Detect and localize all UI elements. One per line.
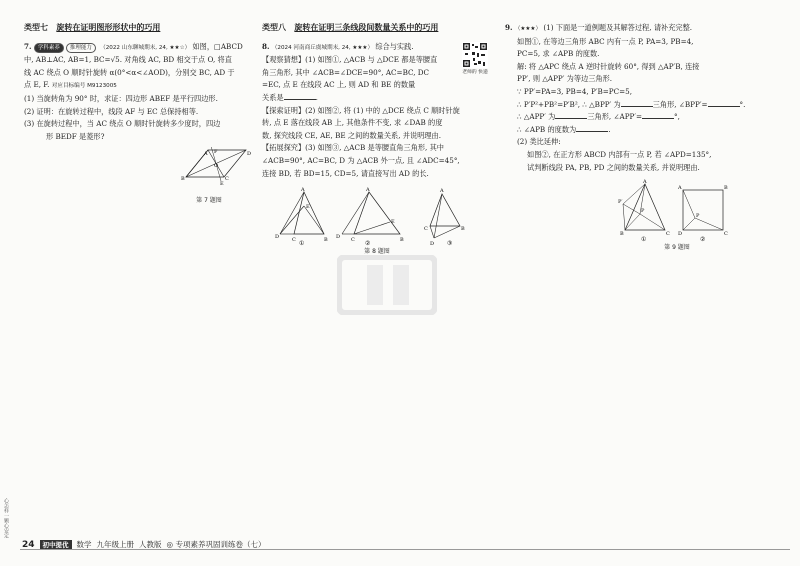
tag-reasoning: 推理能力: [66, 43, 96, 53]
section-heading-type8: 类型八 旋转在证明三条线段间数量关系中的巧用: [262, 23, 439, 32]
q9-line1: 9. （★★★） (1) 下面是一道例题及其解答过程, 请补充完整.: [505, 23, 693, 32]
answer-blank[interactable]: [555, 118, 587, 119]
svg-text:E: E: [220, 181, 224, 188]
q9-l4: 解: 将 △APC 绕点 A 逆时针旋转 60°, 得到 △AP′B, 连接: [517, 61, 700, 71]
q7-line4: 点 E, F. 对应目标编号 M9123005: [24, 80, 117, 90]
watermark-logo-icon: [337, 255, 437, 315]
svg-text:C: C: [666, 231, 670, 238]
q8-obs3: =EC, 点 E 在线段 AC 上, 则 AD 和 BE 的数量: [262, 80, 416, 90]
svg-text:A: A: [643, 179, 647, 186]
q9-l6: ∵ PP′=PA=3, PB=4, P′B=PC=5,: [517, 86, 632, 96]
column-middle: [262, 22, 492, 259]
q7-part3a: (3) 在旋转过程中，当 AC 绕点 O 顺时针旋转多少度时，四边: [24, 119, 221, 129]
svg-text:A: A: [366, 187, 370, 194]
svg-text:P′: P′: [618, 199, 623, 206]
svg-text:A: A: [204, 151, 208, 158]
target-code: 对应目标编号 M9123005: [51, 83, 117, 90]
fig7-caption: 第 7 题图: [196, 197, 222, 205]
q9-l2: 如图①, 在等边三角形 ABC 内有一点 P, PA=3, PB=4,: [517, 36, 694, 46]
answer-blank[interactable]: [708, 106, 740, 107]
svg-text:O: O: [214, 163, 219, 170]
q9-l8: ∴ △APP′ 为 三角形, ∠APP′= °,: [517, 112, 680, 122]
page-footer: [22, 539, 265, 550]
svg-text:C: C: [292, 237, 296, 244]
qr-caption: 老师的 快递: [462, 70, 488, 75]
column-left: [24, 22, 252, 208]
svg-text:C: C: [225, 176, 229, 183]
svg-text:A: A: [678, 185, 682, 192]
svg-text:F: F: [214, 149, 218, 156]
q8-extend: 【拓展探究】(3) 如图③, △ACB 是等腰直角三角形, 其中: [262, 143, 444, 153]
tag-subject-literacy: 学科素养: [34, 43, 64, 53]
svg-text:D: D: [336, 234, 341, 241]
q7-line3: 线 AC 绕点 O 顺时针旋转 α(0°<α<∠AOD)，分别交 BC, AD 于: [24, 67, 235, 77]
edition: 人教版: [139, 540, 162, 549]
svg-text:A: A: [440, 188, 444, 195]
q8-obs4: 关系是 .: [262, 92, 318, 102]
fig8-caption: 第 8 题图: [364, 248, 390, 256]
q9-l7: ∴ P′P²+PB²=P′B², ∴ △BPP′ 为 三角形, ∠BPP′= °.: [517, 99, 746, 109]
q8-explore: 【探索证明】(2) 如图②, 将 (1) 中的 △DCE 绕点 C 顺时针旋: [262, 105, 460, 115]
svg-text:C: C: [351, 237, 355, 244]
fig8-label-1: ①: [299, 240, 305, 247]
svg-text:C: C: [724, 231, 728, 238]
q8-obs2: 角三角形, 其中 ∠ACB=∠DCE=90°, AC=BC, DC: [262, 67, 430, 77]
svg-text:B: B: [400, 237, 404, 244]
q9-l5: PP′, 则 △APP′ 为等边三角形.: [517, 74, 613, 84]
svg-text:P: P: [696, 213, 700, 220]
brand-label: 初中提优: [40, 540, 72, 549]
answer-blank[interactable]: [621, 106, 653, 107]
q8-ext3: 连接 BD, 若 BD=15, CD=5, 请直接写出 AD 的长.: [262, 168, 429, 178]
page-number: 24: [22, 539, 35, 550]
q8-observe: 【观察猜想】(1) 如图①, △ACB 与 △DCE 都是等腰直: [262, 55, 438, 65]
grade: 九年级上册: [96, 540, 135, 549]
fig9-label-1: ①: [641, 236, 647, 243]
subject: 数学: [76, 540, 92, 549]
svg-text:B: B: [181, 176, 185, 183]
svg-text:E: E: [391, 219, 395, 226]
answer-blank[interactable]: [642, 118, 674, 119]
q8-exp2: 转, 点 E 落在线段 AB 上, 其他条件不变, 求 ∠DAB 的度: [262, 118, 443, 128]
svg-text:C: C: [424, 226, 428, 233]
qr-code-icon[interactable]: [462, 42, 488, 68]
q7-line1: 7. 学科素养 推理能力 （2022 山东聊城期末, 24, ★★☆） 如图，□ABCD: [24, 41, 243, 51]
q9-ext: (2) 类比延伸:: [517, 137, 561, 147]
svg-text:D: D: [430, 241, 435, 247]
fig9-figures: [505, 178, 770, 242]
margin-note: 心怎样一颗心安定: [3, 498, 9, 538]
svg-text:B: B: [724, 185, 728, 192]
fig8-triangles: [262, 186, 492, 246]
answer-blank[interactable]: [576, 131, 608, 132]
q8-line1: 8. （2024 河南商丘虞城期末, 24, ★★★） 综合与实践.: [262, 41, 414, 51]
q9-e1: 如图②, 在正方形 ABCD 内部有一点 P, 若 ∠APD=135°,: [527, 149, 712, 159]
q9-l9: ∴ ∠APB 的度数为 .: [517, 124, 611, 134]
svg-text:B: B: [324, 237, 328, 244]
svg-text:B: B: [461, 226, 465, 233]
fig8-label-2: ②: [365, 240, 371, 247]
svg-text:D: D: [247, 151, 252, 158]
q8-exp3: 数, 探究线段 CE, AE, BE 之间的数量关系, 并说明理由.: [262, 130, 442, 140]
q9-e2: 试判断线段 PA, PB, PD 之间的数量关系, 并说明理由.: [527, 162, 700, 172]
q7-part1: (1) 当旋转角为 90° 时，求证：四边形 ABEF 是平行四边形.: [24, 93, 218, 103]
column-right: [505, 22, 770, 255]
svg-text:D: D: [678, 231, 683, 238]
svg-text:B: B: [620, 231, 624, 238]
fig8-label-3: ③: [447, 240, 453, 247]
q7-part3b: 形 BEDF 是菱形?: [46, 131, 105, 141]
svg-text:A: A: [301, 187, 305, 194]
q9-l3: PC=5, 求 ∠APB 的度数.: [517, 49, 600, 59]
svg-text:D: D: [275, 234, 280, 241]
answer-blank[interactable]: [284, 99, 316, 100]
fig7-parallelogram: [24, 147, 252, 195]
q7-part2: (2) 证明：在旋转过程中，线段 AF 与 EC 总保持相等.: [24, 106, 199, 116]
q7-line2: 中, AB⊥AC, AB=1, BC=√5. 对角线 AC, BD 相交于点 O, 将直: [24, 55, 232, 65]
svg-text:P: P: [641, 208, 645, 215]
fig9-caption: 第 9 题图: [664, 244, 690, 252]
section-heading-type7: 类型七 旋转在证明图形形状中的巧用: [24, 23, 161, 32]
svg-text:E: E: [306, 204, 310, 211]
series-title: ◎ 专项素养巩固训练卷（七）: [166, 540, 266, 549]
q8-ext2: ∠ACB=90°, AC=BC, D 为 △ACB 外一点, 且 ∠ADC=45°,: [262, 155, 460, 165]
fig9-label-2: ②: [700, 236, 706, 243]
